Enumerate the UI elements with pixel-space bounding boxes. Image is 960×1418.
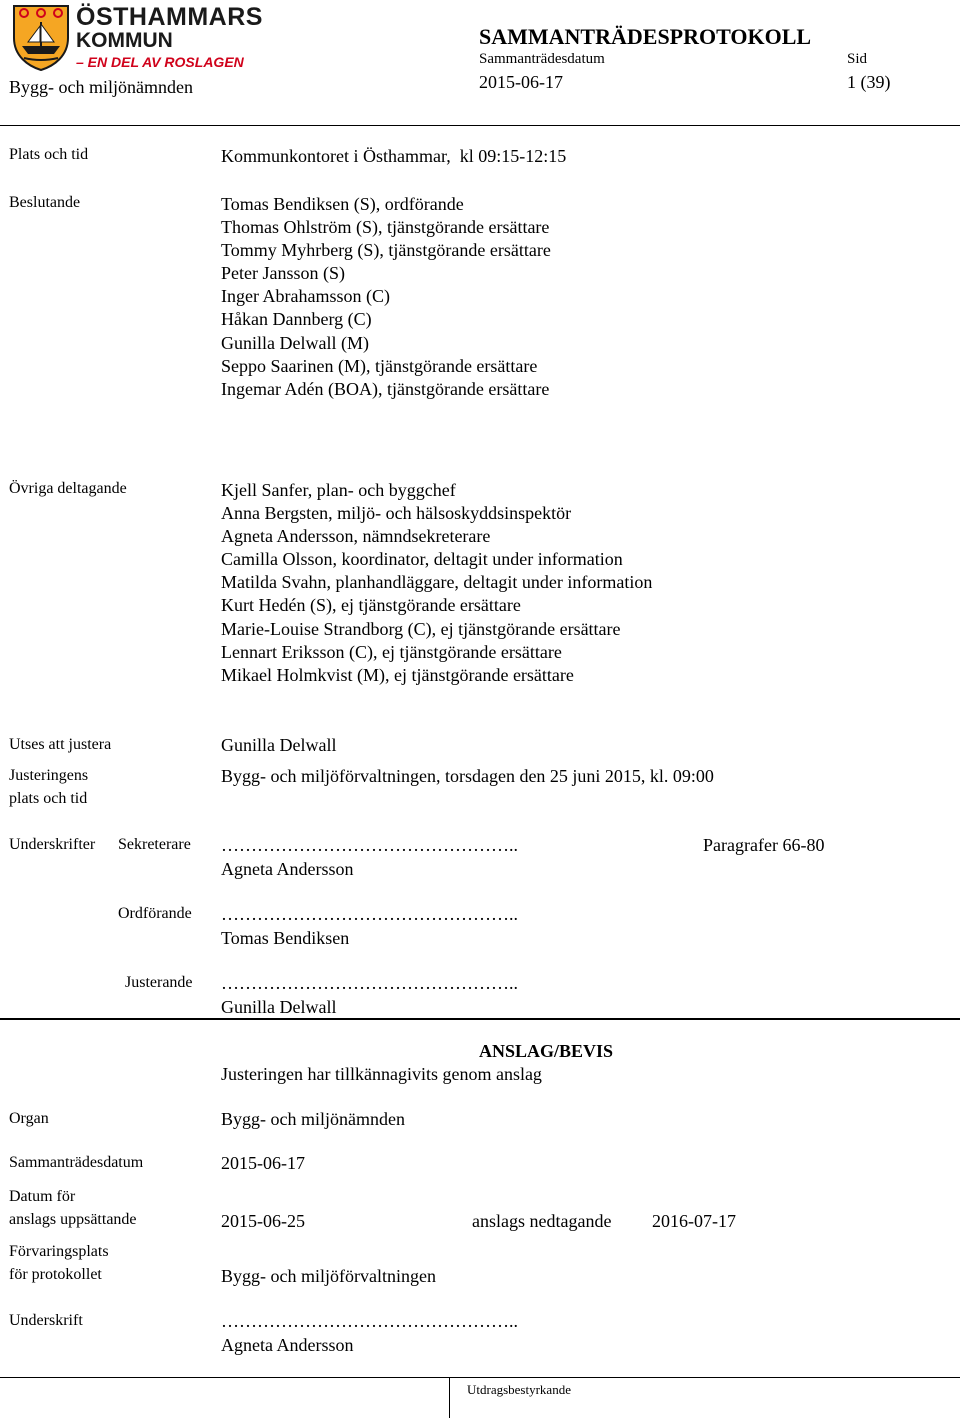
footer-divider — [0, 1377, 960, 1378]
list-item: Håkan Dannberg (C) — [221, 309, 372, 330]
list-item: Anna Bergsten, miljö- och hälsoskyddsinspektör — [221, 503, 572, 524]
list-item: Gunilla Delwall (M) — [221, 332, 369, 353]
list-item: Matilda Svahn, planhandläggare, deltagit under information — [221, 572, 653, 593]
list-item: Thomas Ohlström (S), tjänstgörande ersättare — [221, 217, 550, 238]
organ-value: Bygg- och miljönämnden — [221, 1109, 405, 1129]
notice-date-label: Sammanträdesdatum — [9, 1154, 144, 1171]
crest-icon — [10, 2, 72, 72]
list-item: Lennart Eriksson (C), ej tjänstgörande ersättare — [221, 641, 562, 662]
deciding-label: Beslutande — [9, 194, 81, 211]
logo-line-1: ÖSTHAMMARS — [76, 3, 263, 31]
list-item: Camilla Olsson, koordinator, deltagit under information — [221, 549, 623, 570]
excerpt-label: Utdragsbestyrkande — [467, 1382, 571, 1397]
header-page-number: 1 (39) — [847, 72, 891, 92]
place-label: Plats och tid — [9, 146, 89, 163]
organ-label: Organ — [9, 1110, 49, 1127]
header-page-label: Sid — [847, 51, 868, 67]
list-item: Tomas Bendiksen (S), ordförande — [221, 194, 464, 214]
list-item: Marie-Louise Strandborg (C), ej tjänstgörande ersättare — [221, 618, 621, 639]
removed-value: 2016-07-17 — [652, 1211, 736, 1231]
chair-signature-line: ………………………………………….. — [221, 904, 518, 924]
list-item: Tommy Myhrberg (S), tjänstgörande ersättare — [221, 240, 551, 261]
posted-label-1: Datum för — [9, 1188, 76, 1205]
footer-left-rule — [449, 1377, 450, 1418]
list-item: Peter Jansson (S) — [221, 263, 345, 284]
header-divider — [0, 125, 960, 126]
signatures-label: Underskrifter — [9, 836, 96, 853]
list-item: Inger Abrahamsson (C) — [221, 286, 390, 307]
document-title: SAMMANTRÄDESPROTOKOLL — [479, 24, 812, 49]
posted-label-2: anslags uppsättande — [9, 1211, 137, 1228]
secretary-signature-line: ………………………………………….. — [221, 835, 518, 855]
storage-label-2: för protokollet — [9, 1266, 102, 1283]
municipality-logo — [10, 2, 263, 74]
list-item: Kjell Sanfer, plan- och byggchef — [221, 480, 456, 500]
secretary-label: Sekreterare — [118, 836, 191, 853]
place-value: Kommunkontoret i Östhammar, kl 09:15-12:15 — [221, 146, 567, 166]
notice-signature-line: ………………………………………….. — [221, 1311, 518, 1331]
chair-name: Tomas Bendiksen — [221, 928, 350, 948]
notice-date-value: 2015-06-17 — [221, 1153, 305, 1173]
adjuster-signature-line: ………………………………………….. — [221, 973, 518, 993]
paragraphs-range: Paragrafer 66-80 — [703, 835, 825, 855]
posted-value: 2015-06-25 — [221, 1211, 305, 1231]
signature-label: Underskrift — [9, 1312, 83, 1329]
list-item: Agneta Andersson, nämndsekreterare — [221, 526, 491, 547]
list-item: Ingemar Adén (BOA), tjänstgörande ersättare — [221, 378, 550, 399]
header-date-label: Sammanträdesdatum — [479, 51, 605, 67]
logo-line-2: KOMMUN — [76, 29, 173, 52]
removed-label: anslags nedtagande — [472, 1211, 612, 1231]
adjuster-value: Gunilla Delwall — [221, 735, 337, 755]
signatures-divider — [0, 1018, 960, 1020]
storage-value: Bygg- och miljöförvaltningen — [221, 1266, 436, 1286]
adjuster-sign-label: Justerande — [125, 974, 193, 991]
adjuster-sign-name: Gunilla Delwall — [221, 997, 337, 1017]
list-item: Mikael Holmkvist (M), ej tjänstgörande ersättare — [221, 664, 574, 685]
header-date: 2015-06-17 — [479, 72, 563, 92]
notice-signature-name: Agneta Andersson — [221, 1335, 354, 1355]
notice-title: ANSLAG/BEVIS — [479, 1041, 614, 1061]
others-label: Övriga deltagande — [9, 480, 127, 497]
storage-label-1: Förvaringsplats — [9, 1243, 109, 1260]
list-item: Seppo Saarinen (M), tjänstgörande ersättare — [221, 355, 538, 376]
logo-tagline: – EN DEL AV ROSLAGEN — [76, 54, 244, 70]
secretary-name: Agneta Andersson — [221, 859, 354, 879]
list-item: Kurt Hedén (S), ej tjänstgörande ersättare — [221, 595, 521, 616]
notice-subtitle: Justeringen har tillkännagivits genom anslag — [221, 1064, 542, 1084]
others-list — [221, 479, 652, 687]
adjust-place-label-1: Justeringens — [9, 767, 89, 784]
adjuster-label: Utses att justera — [9, 736, 112, 753]
chair-label: Ordförande — [118, 905, 192, 922]
adjust-place-value: Bygg- och miljöförvaltningen, torsdagen den 25 juni 2015, kl. 09:00 — [221, 766, 714, 786]
header-organ: Bygg- och miljönämnden — [9, 77, 193, 97]
deciding-list — [221, 193, 551, 401]
adjust-place-label-2: plats och tid — [9, 790, 88, 807]
